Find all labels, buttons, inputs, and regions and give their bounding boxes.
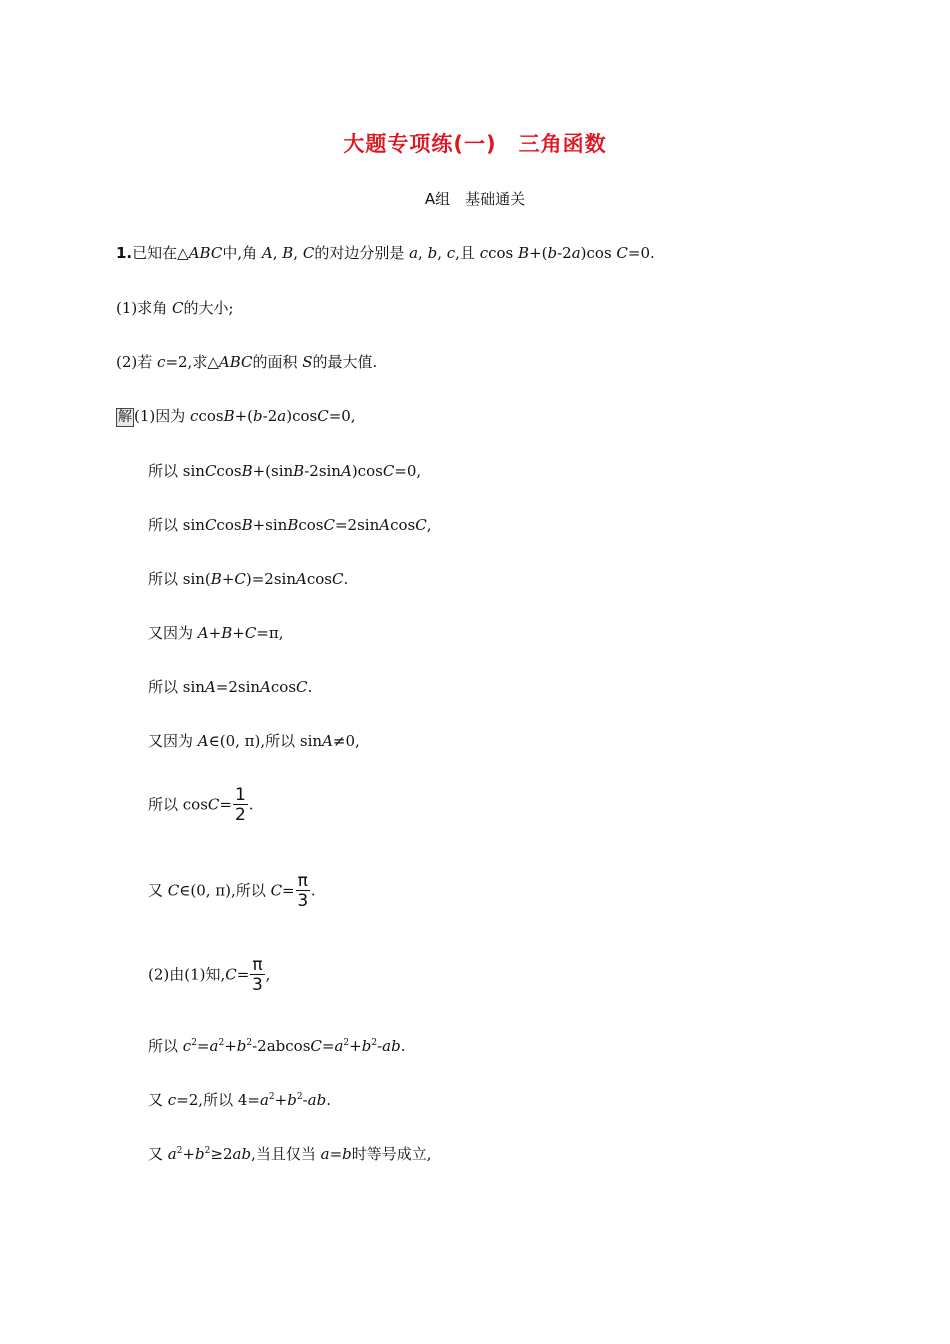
solution-line-6: 所以 sinA=2sinAcosC.: [148, 678, 313, 696]
solution-line-10: (2)由(1)知,C= $\frac{\pi}{3}$ ,: [148, 955, 271, 995]
solution-line-8: 所以 cosC= $\frac{1}{2}$ .: [148, 785, 254, 825]
solution-line-2: 所以 sinCcosB+(sinB-2sinA)cosC=0,: [148, 462, 422, 480]
fraction-pi-over-3: $\frac{\pi}{3}$: [297, 871, 309, 911]
solution-line-7: 又因为 A∈(0, π),所以 sinA≠0,: [148, 732, 360, 750]
solution-line-12: 又 c=2,所以 $4=a^2+b^2-ab$.: [148, 1091, 331, 1109]
solution-line-5: 又因为 A+B+C=π,: [148, 624, 284, 642]
solution-line-3: 所以 sinCcosB+sinBcosC=2sinAcosC,: [148, 516, 432, 534]
fraction-pi-over-3: $\frac{\pi}{3}$: [252, 955, 263, 995]
solution-label: 解: [118, 409, 132, 425]
problem-statement: 1.已知在△ABC中,角 A, B, C的对边分别是 a, b, c,且 ccos B+(b-2a)cos C=0.: [116, 244, 655, 262]
solution-line-13: 又 $a^2+b^2\ge 2ab$,当且仅当 a=b时等号成立,: [148, 1145, 432, 1163]
solution-line-4: 所以 sin(B+C)=2sinAcosC.: [148, 570, 349, 588]
problem-part-1: (1)求角 C的大小;: [116, 299, 234, 317]
problem-number: 1.: [116, 244, 133, 262]
solution-line-9: 又 C∈(0, π),所以 C= $\frac{\pi}{3}$ .: [148, 871, 316, 911]
solution-line-1: 解 (1)因为 ccosB+(b-2a)cosC=0,: [118, 407, 356, 425]
section-heading: A组 基础通关: [424, 190, 526, 208]
page-title: 大题专项练(一) 三角函数: [343, 132, 607, 156]
problem-part-2: (2)若 c=2,求△ABC的面积 S的最大值.: [116, 353, 378, 371]
fraction-one-half: $\frac{1}{2}$: [234, 785, 246, 825]
solution-line-11: 所以 $c^2=a^2+b^2-2abcosC=a^2+b^2-ab$.: [148, 1037, 406, 1055]
